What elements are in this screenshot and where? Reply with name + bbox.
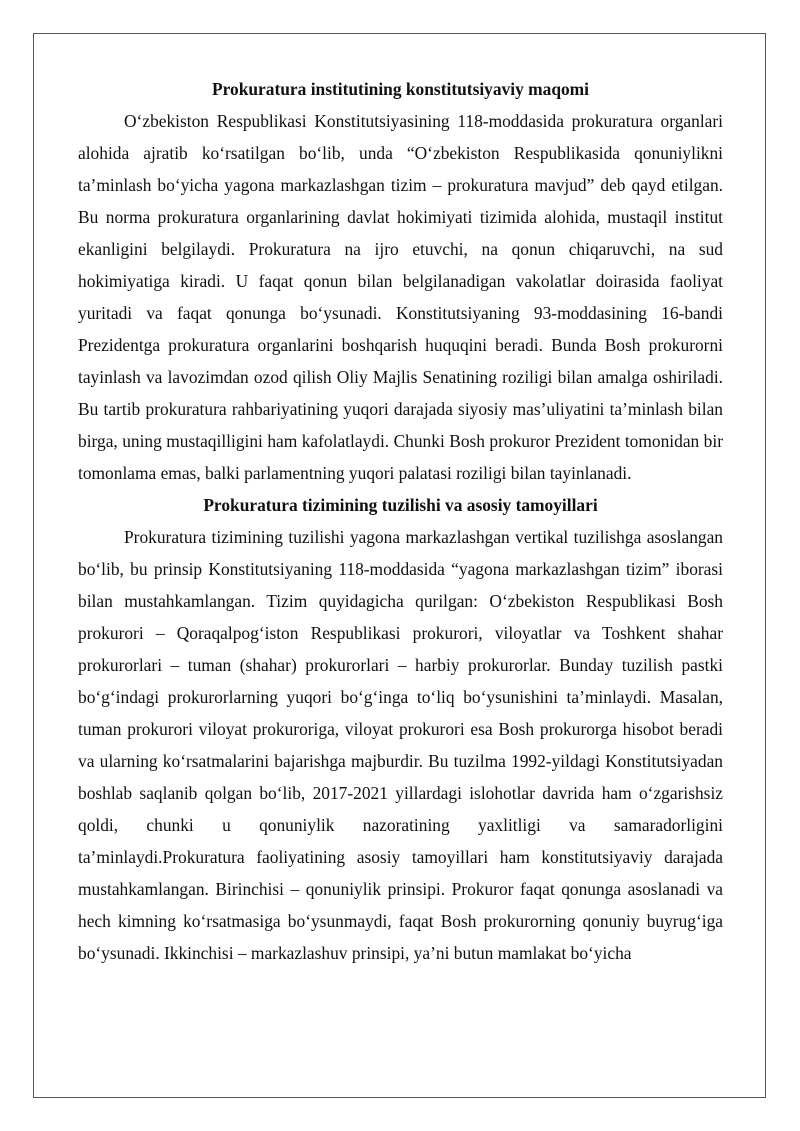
paragraph-principles-text: Prokuratura faoliyatining asosiy tamoyillari ham konstitutsiyaviy darajada mustahkamlangan. Birinchisi – qonuniylik prinsipi. Prokuror faqat qonunga asoslanadi va hech kimning ko‘rsatmasiga bo‘ysunmaydi, faqat Bosh prokurorning qonuniy buyrug‘iga bo‘ysunadi. Ikkinchisi – markazlashuv prinsipi, ya’ni butun mamlakat bo‘yicha [78,847,723,963]
section-heading-structure-principles: Prokuratura tizimining tuzilishi va asosiy tamoyillari [203,495,598,515]
document-body [78,73,723,969]
paragraph-structure-text: Prokuratura tizimining tuzilishi yagona markazlashgan vertikal tuzilishga asoslangan bo‘lib, bu prinsip Konstitutsiyaning 118-moddasida “yagona markazlashgan tizim” iborasi bilan mustahkamlangan. Tizim quyidagicha qurilgan: O‘zbekiston Respublikasi Bosh prokurori – Qoraqalpog‘iston Respublikasi prokurori, viloyatlar va Toshkent shahar prokurorlari – tuman (shahar) prokurorlari – harbiy prokurorlar. Bunday tuzilish pastki bo‘g‘indagi prokurorlarning yuqori bo‘g‘inga to‘liq bo‘ysunishini ta’minlaydi. Masalan, tuman prokurori viloyat prokuroriga, viloyat prokurori esa Bosh prokurorga hisobot beradi va ularning ko‘rsatmalarini bajarishga majburdir. Bu tuzilma 1992-yildagi Konstitutsiyadan boshlab saqlanib qolgan bo‘lib, 2017-2021 yillardagi islohotlar davrida ham o‘zgarishsiz qoldi, chunki u qonuniylik nazoratining yaxlitligi va samaradorligini ta’minlaydi. [78,527,723,867]
section-heading-constitutional-status: Prokuratura institutining konstitutsiyaviy maqomi [211,79,589,99]
paragraph-structure [78,521,723,969]
paragraph-constitutional-status: O‘zbekiston Respublikasi Konstitutsiyasining 118-moddasida prokuratura organlari alohida ajratib ko‘rsatilgan bo‘lib, unda “O‘zbekiston Respublikasida qonuniylikni ta’minlash bo‘yicha yagona markazlashgan tizim – prokuratura mavjud” deb qayd etilgan. Bu norma prokuratura organlarining davlat hokimiyati tizimida alohida, mustaqil institut ekanligini belgilaydi. Prokuratura na ijro etuvchi, na qonun chiqaruvchi, na sud hokimiyatiga kiradi. U faqat qonun bilan belgilanadigan vakolatlar doirasida faoliyat yuritadi va faqat qonunga bo‘ysunadi. Konstitutsiyaning 93-moddasining 16-bandi Prezidentga prokuratura organlarini boshqarish huquqini beradi. Bunda Bosh prokurorni tayinlash va lavozimdan ozod qilish Oliy Majlis Senatining roziligi bilan amalga oshiriladi. Bu tartib prokuratura rahbariyatining yuqori darajada siyosiy mas’uliyatini ta’minlash bilan birga, uning mustaqilligini ham kafolatlaydi. Chunki Bosh prokuror Prezident tomonidan bir tomonlama emas, balki parlamentning yuqori palatasi roziligi bilan tayinlanadi. [78,111,723,483]
